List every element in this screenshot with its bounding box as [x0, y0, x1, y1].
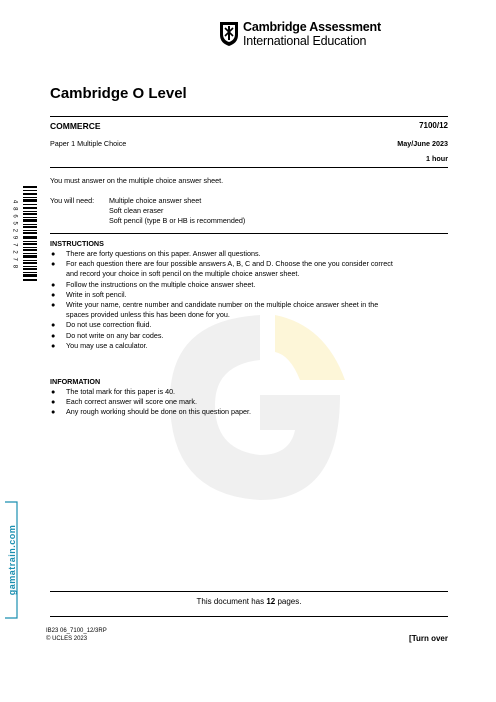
bullet-icon: ● [51, 279, 56, 289]
instruction-item: ● There are forty questions on this paper. Answer all questions. [51, 249, 261, 258]
instruction-item: ● Follow the instructions on the multiple choice answer sheet. [51, 279, 256, 289]
side-watermark-text: gamatrain.com [7, 524, 17, 596]
bullet-icon: ● [51, 249, 56, 258]
instruction-item: ● You may use a calculator. [51, 340, 148, 350]
instruction-item: ● Write your name, centre number and candidate number on the multiple choice answer sheet in the [51, 300, 379, 310]
duration: 1 hour [426, 154, 448, 163]
logo-line2: International Education [243, 34, 367, 48]
divider-top [50, 116, 448, 117]
paper-name: Paper 1 Multiple Choice [50, 139, 127, 148]
bullet-icon: ● [51, 259, 56, 269]
copyright: © UCLES 2023 [46, 636, 88, 642]
need-item: Soft clean eraser [109, 206, 164, 215]
divider-footer [50, 591, 448, 592]
instruction-item: ● Write in soft pencil. [51, 289, 127, 299]
instruction-item: ● For each question there are four possible answers A, B, C and D. Choose the one you consider correct [51, 259, 393, 269]
bullet-icon: ● [51, 387, 56, 396]
information-item: ● The total mark for this paper is 40. [51, 387, 176, 396]
instruction-item-continuation: spaces provided unless this has been done for you. [66, 310, 230, 320]
page-title: Cambridge O Level [50, 85, 187, 102]
need-item: Multiple choice answer sheet [109, 196, 202, 205]
barcode-digits: 4 8 6 5 2 9 7 2 7 8 [11, 199, 19, 269]
divider-2 [50, 167, 448, 168]
document-ref: IB23 06_7100_12/3RP [46, 628, 107, 634]
shield-icon [219, 21, 239, 47]
logo-line1: Cambridge Assessment [243, 20, 381, 34]
barcode [11, 186, 37, 282]
bullet-icon: ● [51, 330, 56, 340]
cambridge-logo [219, 20, 379, 48]
bullet-icon: ● [51, 300, 56, 310]
need-label: You will need: [50, 196, 95, 205]
divider-3 [50, 233, 448, 234]
paper-code: 7100/12 [419, 121, 448, 130]
instructions-heading: INSTRUCTIONS [50, 239, 104, 248]
instructions-list [50, 249, 450, 351]
bullet-icon: ● [51, 289, 56, 299]
instruction-item: ● Do not use correction fluid. [51, 320, 152, 330]
bullet-icon: ● [51, 397, 56, 407]
instruction-item: ● Do not write on any bar codes. [51, 330, 164, 340]
divider-bottom [50, 616, 448, 617]
information-list [50, 387, 450, 418]
information-item: ● Each correct answer will score one mark. [51, 397, 198, 407]
side-watermark [3, 500, 21, 620]
information-item: ● Any rough working should be done on this question paper. [51, 407, 252, 417]
bullet-icon: ● [51, 340, 56, 350]
need-item: Soft pencil (type B or HB is recommended) [109, 216, 246, 225]
turn-over: [Turn over [409, 634, 448, 643]
session: May/June 2023 [397, 139, 448, 148]
instruction-item-continuation: and record your choice in soft pencil on the multiple choice answer sheet. [66, 269, 300, 279]
subject: COMMERCE [50, 121, 101, 131]
bullet-icon: ● [51, 407, 56, 417]
page-count: This document has 12 pages. [196, 597, 302, 606]
answer-on: You must answer on the multiple choice answer sheet. [50, 176, 224, 185]
information-heading: INFORMATION [50, 377, 101, 386]
bullet-icon: ● [51, 320, 56, 330]
